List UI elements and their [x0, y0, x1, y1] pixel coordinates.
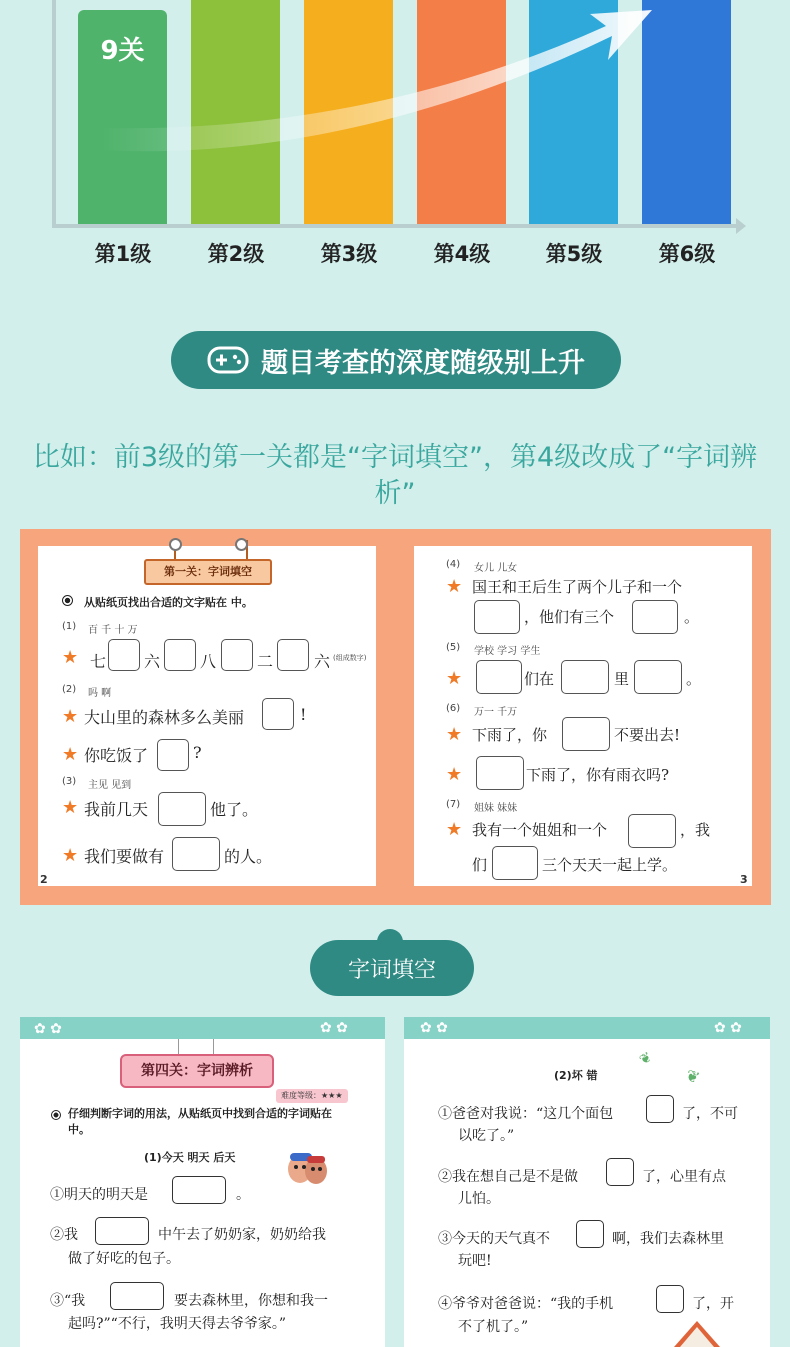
- q1c-text: 以吃了。”: [458, 1128, 515, 1144]
- q1-word: 七: [90, 652, 107, 671]
- x-axis-arrow: [736, 218, 746, 234]
- q4-text: 我前几天: [84, 800, 149, 819]
- group-words: 女儿 儿女: [474, 563, 518, 574]
- category-label: 第4级: [433, 242, 491, 266]
- q1-text: ①明天的明天是: [50, 1187, 148, 1203]
- banner-pin-right-icon: [235, 538, 248, 551]
- q1b-text: ，他们有三个: [524, 608, 615, 626]
- group-words: 百 千 十 万: [88, 625, 138, 636]
- mid-pill: [310, 940, 474, 996]
- category-label: 第2级: [207, 242, 265, 266]
- q5-text: 我有一个姐姐和一个: [472, 821, 608, 839]
- q2a-text: 们在: [524, 670, 555, 688]
- q3a-text: 下雨了，你: [472, 726, 548, 744]
- y-axis: [52, 0, 56, 228]
- section-pill: [171, 331, 621, 389]
- q3c-text: 起吗?”“不行，我明天得去爷爷家。”: [68, 1316, 286, 1332]
- growth-arrow-icon: [60, 0, 680, 220]
- q2-end: 。: [686, 670, 702, 688]
- q4b-text: 了，开: [692, 1296, 734, 1312]
- lesson-banner: 第一关：字词填空: [144, 559, 272, 585]
- book-spread-orange: [20, 529, 771, 905]
- group-words: 主见 见到: [88, 780, 132, 791]
- answer-box[interactable]: [656, 1285, 684, 1313]
- q1-note: (组成数字): [333, 654, 367, 662]
- answer-box[interactable]: [221, 639, 253, 671]
- group-words: 学校 学习 学生: [474, 646, 541, 657]
- q1-word: 二: [257, 652, 274, 671]
- q3-text: 你吃饭了: [84, 746, 149, 765]
- q3-end: ?: [193, 743, 202, 762]
- q1b-end: 。: [684, 608, 700, 626]
- q3b-text: 啊，我们去森林里: [612, 1231, 724, 1247]
- q5b-text: 三个天天一起上学。: [542, 856, 678, 874]
- answer-box[interactable]: [157, 739, 189, 771]
- q2b-text: 中午去了奶奶家，奶奶给我: [158, 1227, 326, 1243]
- group-words: 姐妹 妹妹: [474, 803, 518, 814]
- group-label: (6): [446, 703, 461, 714]
- answer-box[interactable]: [474, 600, 520, 634]
- answer-box[interactable]: [632, 600, 678, 634]
- answer-box[interactable]: [628, 814, 676, 848]
- page-number: 3: [740, 873, 748, 886]
- flower-icon: ✿ ✿: [34, 1021, 62, 1037]
- q3b-text: 不要出去!: [614, 726, 681, 744]
- answer-box[interactable]: [476, 756, 524, 790]
- category-label: 第3级: [320, 242, 378, 266]
- answer-box[interactable]: [172, 837, 220, 871]
- q3c-text: 玩吧!: [458, 1253, 492, 1269]
- q4-text: 下雨了，你有雨衣吗?: [526, 766, 670, 784]
- q2a-text: ②我在想自己是不是做: [438, 1169, 578, 1185]
- q4c-text: 不了机了。”: [458, 1319, 529, 1335]
- group-label: (3): [62, 776, 77, 787]
- answer-box[interactable]: [476, 660, 522, 694]
- bottom-page-right: [404, 1017, 770, 1347]
- house-icon: [670, 1313, 724, 1347]
- q4-end: 他了。: [210, 800, 259, 819]
- star-icon: ★: [446, 819, 463, 840]
- flower-icon: ✿ ✿: [420, 1020, 448, 1036]
- group-label: (7): [446, 799, 461, 810]
- group-label: (5): [446, 642, 461, 653]
- category-label: 第6级: [658, 242, 716, 266]
- group-label: (1)今天 明天 后天: [144, 1151, 236, 1164]
- mid-pill-title: 字词填空: [347, 957, 436, 983]
- page-number: 2: [40, 873, 48, 886]
- instruction-text: 仔细判断字词的用法，从贴纸页中找到合适的字词贴在 中。: [68, 1107, 332, 1136]
- answer-box[interactable]: [158, 792, 206, 826]
- answer-box[interactable]: [492, 846, 538, 880]
- q3a-text: ③今天的天气真不: [438, 1231, 550, 1247]
- description-text: 比如：前3级的第一关都是“字词填空”，第4级改成了“字词辨析”: [32, 442, 758, 509]
- q2a-text: ②我: [50, 1227, 78, 1243]
- q1a-text: ①爸爸对我说：“这几个面包: [438, 1106, 614, 1122]
- q2c-text: 做了好吃的包子。: [68, 1251, 180, 1267]
- x-axis: [52, 224, 740, 228]
- answer-box[interactable]: [95, 1217, 149, 1245]
- answer-box[interactable]: [606, 1158, 634, 1186]
- answer-box[interactable]: [108, 639, 140, 671]
- q1-end: 。: [236, 1187, 250, 1203]
- answer-box[interactable]: [646, 1095, 674, 1123]
- star-icon: ★: [62, 647, 79, 668]
- bar-chart: [0, 0, 790, 270]
- lesson-banner: 第四关：字词辨析: [120, 1054, 274, 1088]
- answer-box[interactable]: [172, 1176, 226, 1204]
- difficulty-badge: 难度等级：★★★: [276, 1089, 348, 1103]
- q3b-text: 要去森林里，你想和我一: [174, 1293, 328, 1309]
- q3a-text: ③“我: [50, 1293, 86, 1309]
- group-words: 吗 啊: [88, 688, 112, 699]
- category-label: 第1级: [94, 242, 152, 266]
- group-words: 万一 千万: [474, 707, 518, 718]
- q2b-text: 了，心里有点: [642, 1169, 726, 1185]
- leaf-icon: ❦: [636, 1049, 655, 1069]
- q4a-text: ④爷爷对爸爸说：“我的手机: [438, 1296, 614, 1312]
- answer-box[interactable]: [576, 1220, 604, 1248]
- banner-hanger: [178, 1039, 214, 1055]
- q5-end: 的人。: [224, 847, 273, 866]
- group-label: (2): [62, 684, 77, 695]
- answer-box[interactable]: [277, 639, 309, 671]
- category-label: 第5级: [545, 242, 603, 266]
- group-label: (2)坏 错: [554, 1069, 598, 1082]
- leaf-icon: ❦: [683, 1065, 703, 1088]
- book-page-left: [38, 546, 376, 886]
- star-icon: ★: [62, 706, 79, 727]
- q1b-text: 了，不可: [682, 1106, 738, 1122]
- flower-icon: ✿ ✿: [714, 1020, 742, 1036]
- star-icon: ★: [62, 797, 79, 818]
- book-page-right: [414, 546, 752, 886]
- q2c-text: 儿怕。: [458, 1191, 500, 1207]
- bottom-page-left: [20, 1017, 385, 1347]
- answer-box[interactable]: [562, 717, 610, 751]
- answer-box[interactable]: [110, 1282, 164, 1310]
- q5-end: ，我: [680, 821, 711, 839]
- star-icon: ★: [446, 576, 463, 597]
- q2-end: !: [300, 705, 307, 724]
- answer-box[interactable]: [561, 660, 609, 694]
- q1-text: 国王和王后生了两个儿子和一个: [472, 578, 683, 596]
- section-pill-title: 题目考查的深度随级别上升: [261, 347, 585, 379]
- answer-box[interactable]: [634, 660, 682, 694]
- star-icon: ★: [446, 724, 463, 745]
- q1-word: 六: [314, 652, 331, 671]
- star-icon: ★: [446, 668, 463, 689]
- group-label: (4): [446, 559, 461, 570]
- star-icon: ★: [62, 744, 79, 765]
- mascot-icon: [282, 1147, 330, 1187]
- star-icon: ★: [62, 845, 79, 866]
- flower-icon: ✿ ✿: [320, 1020, 348, 1036]
- q1-word: 六: [144, 652, 161, 671]
- answer-box[interactable]: [164, 639, 196, 671]
- answer-box[interactable]: [262, 698, 294, 730]
- q5b-start: 们: [472, 856, 488, 874]
- q2b-text: 里: [614, 670, 630, 688]
- instruction-text: 从贴纸页找出合适的文字贴在 中。: [84, 596, 253, 609]
- banner-pin-left-icon: [169, 538, 182, 551]
- group-label: (1): [62, 621, 77, 632]
- bullet-icon: [62, 595, 73, 606]
- bullet-icon: [51, 1110, 61, 1120]
- star-icon: ★: [446, 764, 463, 785]
- bar-value-label: 9关: [100, 36, 145, 66]
- q2-text: 大山里的森林多么美丽: [84, 708, 245, 727]
- q5-text: 我们要做有: [84, 847, 165, 866]
- gamepad-icon: [207, 345, 249, 375]
- q1-word: 八: [200, 652, 217, 671]
